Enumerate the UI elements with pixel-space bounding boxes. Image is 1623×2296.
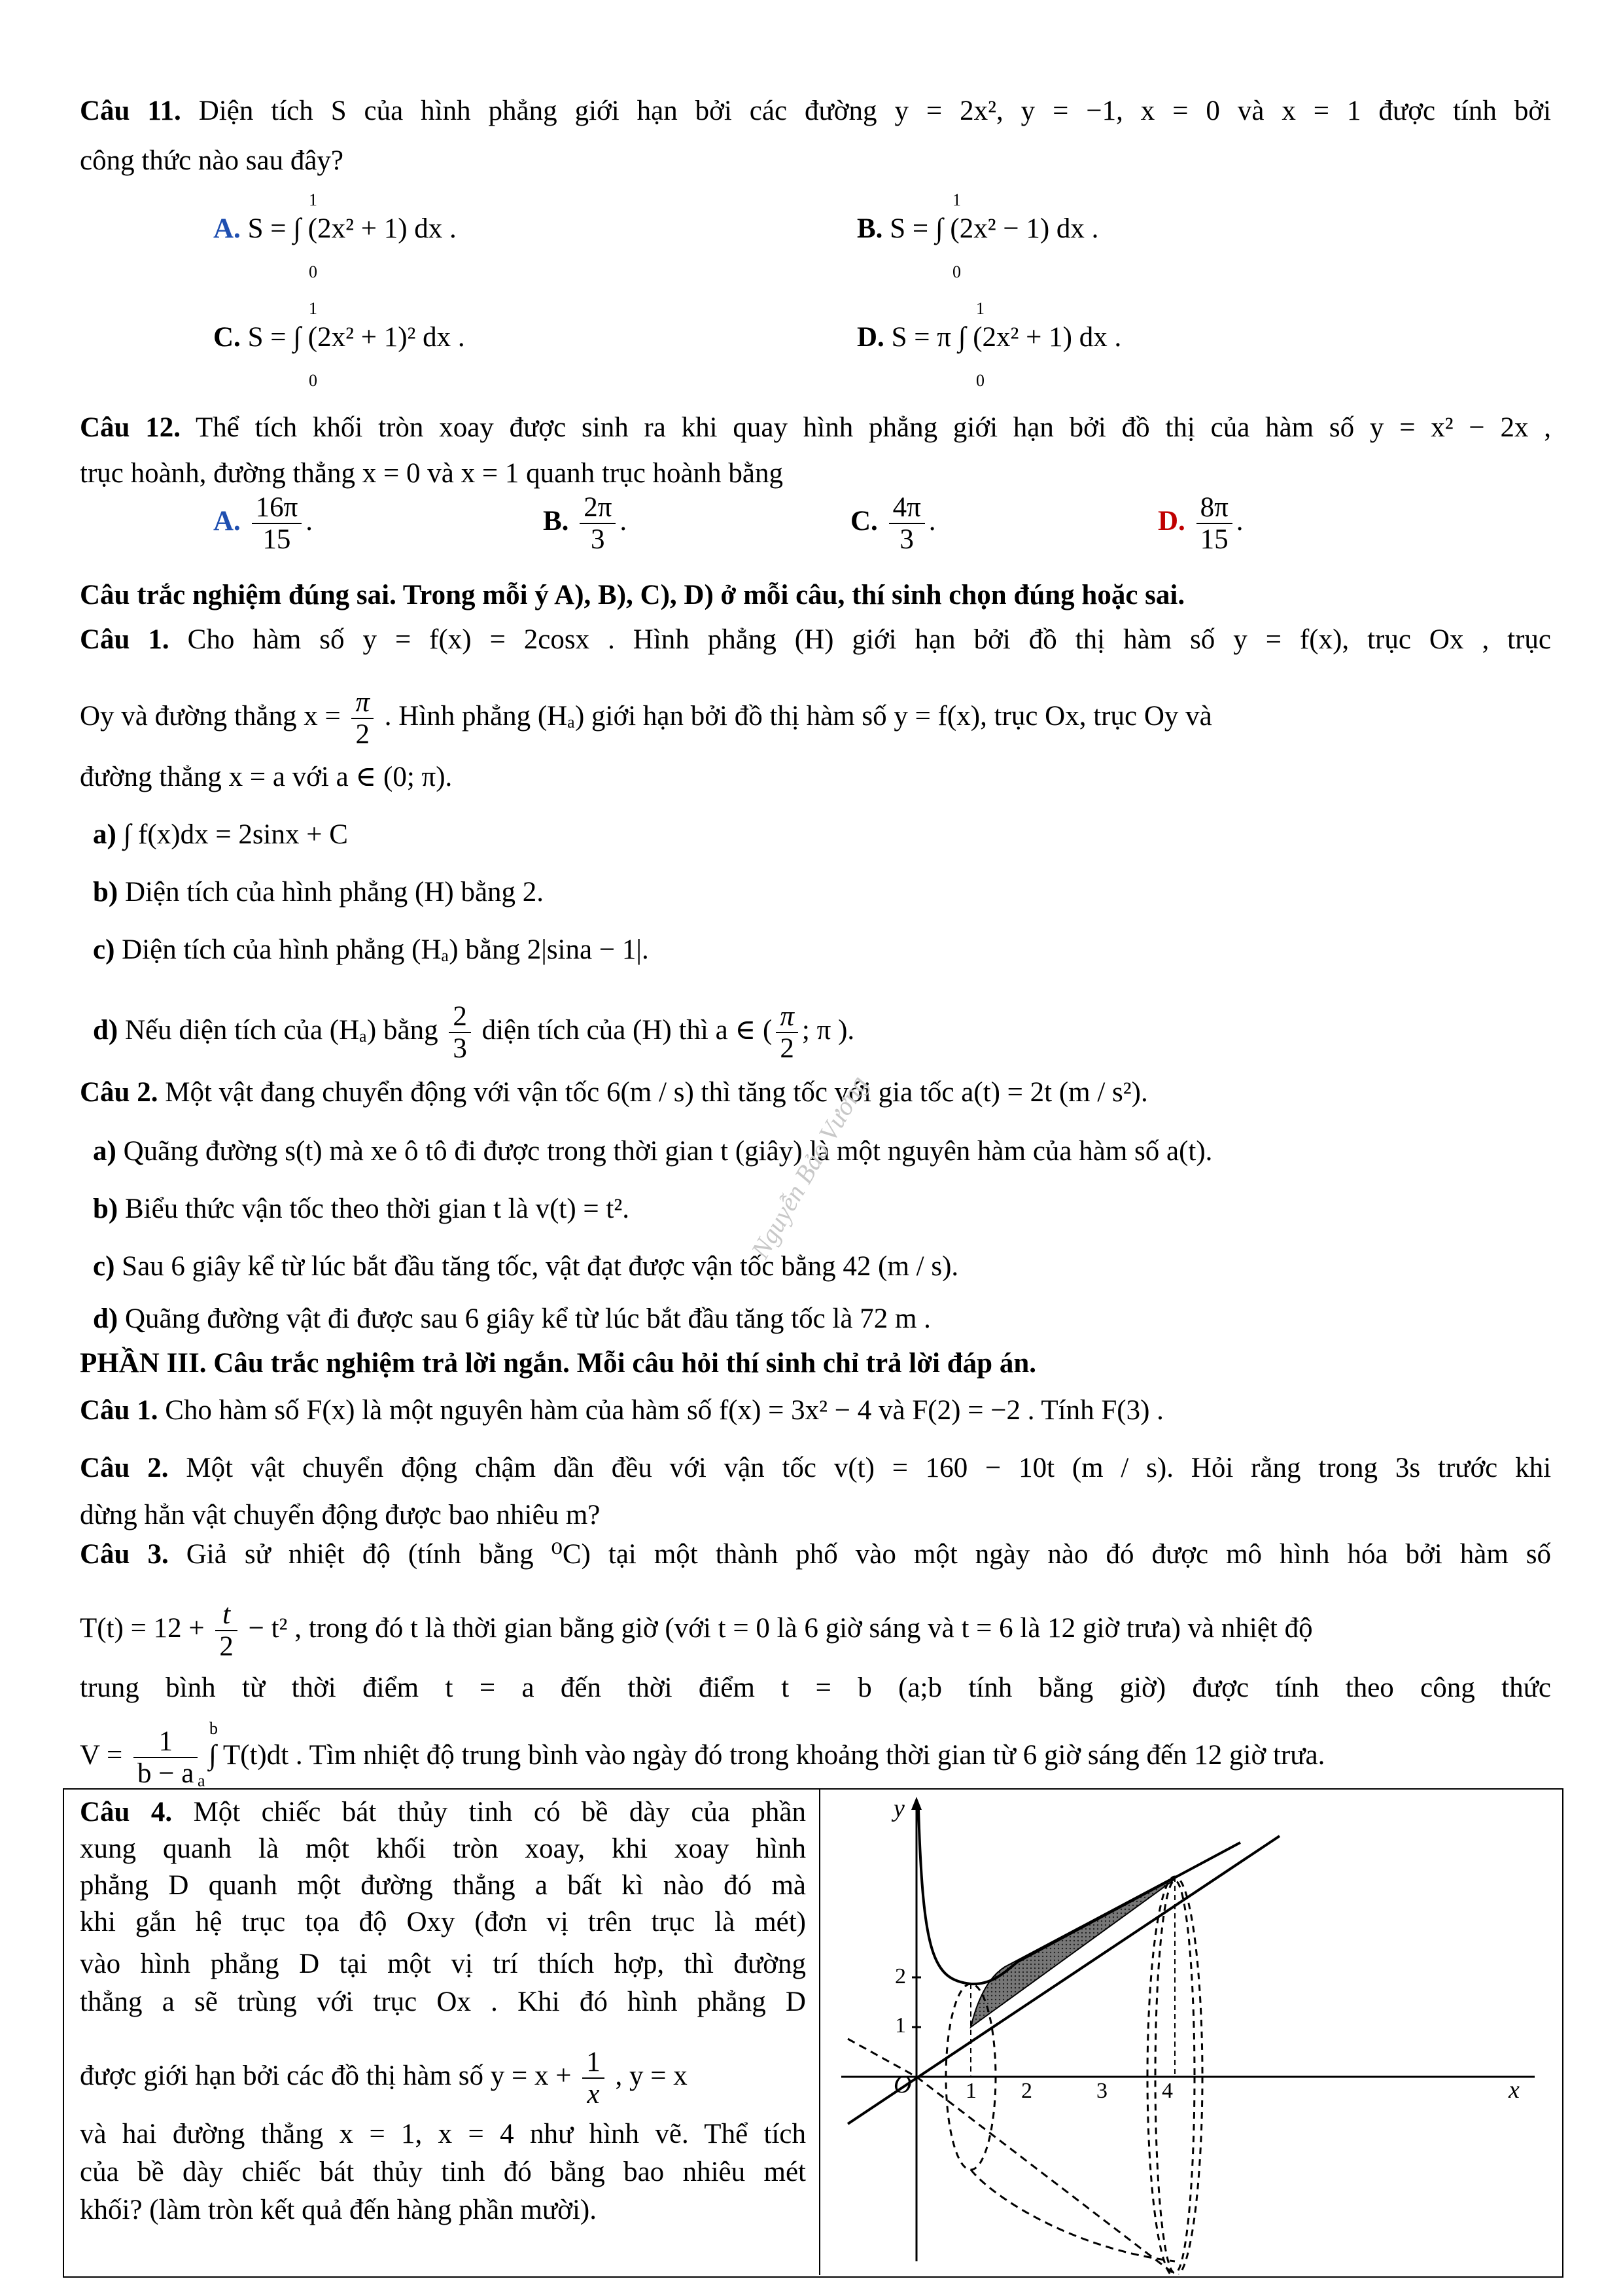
y-tick-2: 2: [895, 1964, 906, 1988]
p3q2-line2: dừng hẳn vật chuyển động được bao nhiêu m?: [80, 1500, 601, 1530]
y-axis-arrow-icon: [911, 1797, 922, 1810]
p3q4-line8: và hai đường thẳng x = 1, x = 4 như hình vẽ. Thể tích: [80, 2119, 806, 2149]
p3q4-line9: của bề dày chiếc bát thủy tinh đó bằng bao nhiêu mét: [80, 2157, 806, 2187]
shaded-region-d: [971, 1877, 1175, 2027]
p3q3-line2b: − t² , trong đó t là thời gian bằng giờ (với t = 0 là 6 giờ sáng và t = 6 là 12 giờ trưa) và nhiệt độ: [248, 1612, 1313, 1644]
q11-option-d-text: S = π ∫ (2x² + 1) dx .: [891, 322, 1122, 353]
q4-box-divider: [819, 1788, 820, 2275]
q12-c-den: 3: [899, 524, 914, 555]
q11-option-b-label: B.: [857, 213, 883, 244]
tf1-line1-text: Cho hàm số y = f(x) = 2cosx . Hình phẳng (H) giới hạn bởi đồ thị hàm số y = f(x), trục Ox , trục: [187, 624, 1552, 655]
q12-stem-line2: trục hoành, đường thẳng x = 0 và x = 1 quanh trục hoành bằng: [80, 458, 783, 489]
q12-option-d-frac: [1196, 492, 1232, 555]
tf1-d-num2: π: [776, 1001, 798, 1033]
tf1-d-den: 3: [453, 1033, 467, 1064]
q12-b-num: 2π: [580, 492, 616, 524]
curve-x-plus-inverse-x: [918, 1810, 1240, 1984]
q11-option-c: [213, 318, 465, 357]
x-axis-label: x: [1509, 2076, 1520, 2104]
p3q3-v-den: b − a: [137, 1758, 194, 1789]
p3q3-line1: [80, 1535, 1551, 1574]
q11-stem-line1: [80, 92, 1551, 131]
tf1-frac-den: 2: [355, 719, 370, 750]
tf1-line2a: Oy và đường thẳng x =: [80, 700, 341, 732]
p3q1: [80, 1391, 1551, 1430]
tf2-item-d-text: Quãng đường vật đi được sau 6 giây kể từ lúc bắt đầu tăng tốc là 72 m .: [124, 1303, 931, 1334]
q12-a-den: 15: [262, 524, 291, 555]
line-y-equals-x: [848, 1836, 1280, 2124]
p3q4-line1: [80, 1793, 806, 1832]
y-tick-1: 1: [895, 2013, 906, 2038]
tf1-item-c: [93, 930, 1551, 970]
q11-a-lower: 0: [309, 262, 317, 281]
q11-option-c-text: S = ∫ (2x² + 1)² dx .: [247, 322, 465, 353]
tf2-item-d-label: d): [93, 1303, 118, 1334]
q11-d-upper: 1: [976, 299, 985, 318]
q12-a-after: .: [305, 505, 313, 537]
tf1-frac-num: π: [351, 687, 374, 719]
p3q3-line2a: T(t) = 12 +: [80, 1612, 205, 1644]
tf1-item-d: [93, 1001, 1551, 1064]
q11-option-a: [213, 209, 457, 249]
q11-option-b-text: S = ∫ (2x² − 1) dx .: [890, 213, 1099, 244]
p3q2-line1: [80, 1449, 1551, 1488]
q12-option-b-frac: [580, 492, 616, 555]
p3q2-label: Câu 2.: [80, 1453, 169, 1483]
p3q3-line4a: V =: [80, 1739, 123, 1771]
p3q4-f-num: 1: [582, 2047, 604, 2079]
reflected-line: [916, 2077, 1175, 2274]
q11-option-b: [857, 209, 1098, 249]
tf1-frac: [351, 687, 374, 750]
p3q4-line3: phẳng D quanh một đường thẳng a bất kì nào đó mà: [80, 1870, 806, 1901]
tf1-d-num: 2: [449, 1001, 471, 1033]
p3q4-label: Câu 4.: [80, 1797, 173, 1828]
tf2-line1-text: Một vật đang chuyển động với vận tốc 6(m / s) thì tăng tốc với gia tốc a(t) = 2t (m / s²).: [165, 1077, 1148, 1108]
q11-b-upper: 1: [952, 190, 961, 209]
p3q4-frac: [582, 2047, 604, 2110]
q11-option-a-text: S = ∫ (2x² + 1) dx .: [247, 213, 457, 244]
p3q3-int-lower: a: [198, 1771, 205, 1790]
p3q1-text: Cho hàm số F(x) là một nguyên hàm của hàm số f(x) = 3x² − 4 và F(2) = −2 . Tính F(3) .: [165, 1395, 1164, 1426]
q12-stem-line1: [80, 408, 1551, 448]
reflected-line-extension: [848, 2039, 916, 2077]
p3q4-line7b: , y = x: [615, 2060, 688, 2091]
p3q4-line10: khối? (làm tròn kết quả đến hàng phần mười).: [80, 2195, 597, 2225]
tf1-item-d-label: d): [93, 1014, 118, 1046]
tf2-item-c: [93, 1247, 1551, 1286]
p3q4-line7: [80, 2047, 806, 2110]
tf2-line1: [80, 1073, 1551, 1112]
p3q4-f-den: x: [587, 2079, 600, 2110]
q11-c-upper: 1: [309, 299, 317, 318]
tf2-item-b: [93, 1190, 1551, 1229]
p3q3-t-den: 2: [219, 1631, 234, 1662]
p3q3-int-upper: b: [209, 1719, 218, 1738]
p3q3-t-num: t: [215, 1599, 237, 1631]
x-tick-1: 1: [966, 2079, 977, 2103]
q12-option-c-label: C.: [850, 505, 878, 537]
p3q4-line6: thẳng a sẽ trùng với trục Ox . Khi đó hình phẳng D: [80, 1987, 806, 2017]
tf1-item-c-label: c): [93, 934, 115, 965]
q12-b-den: 3: [591, 524, 605, 555]
p3q3-frac-t: [215, 1599, 237, 1662]
q11-option-d-label: D.: [857, 322, 884, 353]
p3q3-line4b: ∫ T(t)dt . Tìm nhiệt độ trung bình vào ngày đó trong khoảng thời gian từ 6 giờ sáng đến 12 giờ trưa.: [209, 1739, 1325, 1771]
p3q3-line3: trung bình từ thời điểm t = a đến thời điểm t = b (a;b tính bằng giờ) được tính theo công thức: [80, 1672, 1551, 1703]
tf1-item-a: [93, 815, 1551, 855]
q12-d-den: 15: [1200, 524, 1229, 555]
tf1-line1: [80, 620, 1551, 660]
tf1-line3: đường thẳng x = a với a ∈ (0; π).: [80, 762, 453, 792]
q11-label: Câu 11.: [80, 96, 181, 126]
tf1-item-b-text: Diện tích của hình phẳng (H) bằng 2.: [124, 877, 544, 908]
tf1-item-b-label: b): [93, 877, 118, 908]
q11-option-d: [857, 318, 1121, 357]
q12-d-num: 8π: [1196, 492, 1232, 524]
p3q4-line2: xung quanh là một khối tròn xoay, khi xoay hình: [80, 1833, 806, 1864]
p3q4-line7a: được giới hạn bởi các đồ thị hàm số y = x +: [80, 2060, 572, 2091]
q12-d-after: .: [1236, 505, 1244, 537]
x-tick-2: 2: [1021, 2079, 1032, 2103]
q12-option-b: [543, 492, 627, 555]
tf2-item-d: [93, 1299, 1551, 1339]
q12-option-a-label: A.: [213, 505, 241, 537]
origin-label: O: [894, 2071, 912, 2098]
q12-option-c-frac: [889, 492, 925, 555]
tf1-item-c-text: Diện tích của hình phẳng (Hₐ) bằng 2|sina − 1|.: [122, 934, 649, 965]
p3q1-label: Câu 1.: [80, 1395, 158, 1426]
tf1-item-a-text: ∫ f(x)dx = 2sinx + C: [123, 819, 348, 850]
q12-label: Câu 12.: [80, 412, 181, 443]
bowl-graph: [822, 1790, 1560, 2274]
x-tick-4: 4: [1162, 2079, 1173, 2103]
tf1-item-d-text-a: Nếu diện tích của (Hₐ) bằng: [124, 1014, 438, 1046]
tf2-item-b-text: Biểu thức vận tốc theo thời gian t là v(t) = t².: [124, 1193, 630, 1224]
q12-option-d: [1158, 492, 1244, 555]
tf2-item-a-text: Quãng đường s(t) mà xe ô tô đi được trong thời gian t (giây) là một nguyên hàm của hàm số a(t).: [123, 1136, 1213, 1167]
q12-option-d-label: D.: [1158, 505, 1185, 537]
tf2-item-c-label: c): [93, 1251, 115, 1282]
y-axis-label: y: [894, 1795, 905, 1822]
q12-option-b-label: B.: [543, 505, 569, 537]
p3q4-line4: khi gắn hệ trục tọa độ Oxy (đơn vị trên trục là mét): [80, 1907, 806, 1937]
tf1-item-d-text-b: diện tích của (H) thì a ∈ (: [481, 1014, 773, 1046]
tf1-item-a-label: a): [93, 819, 116, 850]
q11-stem1: Diện tích S của hình phẳng giới hạn bởi các đường y = 2x², y = −1, x = 0 và x = 1 được tính bởi: [198, 96, 1552, 126]
q11-option-a-label: A.: [213, 213, 241, 244]
q12-a-num: 16π: [252, 492, 302, 524]
q11-b-lower: 0: [952, 262, 961, 281]
tf2-label: Câu 2.: [80, 1077, 158, 1108]
p3q4-line5: vào hình phẳng D tại một vị trí thích hợp, thì đường: [80, 1949, 806, 1979]
tf2-item-c-text: Sau 6 giây kể từ lúc bắt đầu tăng tốc, vật đạt được vận tốc bằng 42 (m / s).: [122, 1251, 959, 1282]
q12-c-num: 4π: [889, 492, 925, 524]
p3q3-line2: [80, 1599, 1551, 1662]
watermark: Nguyễn Bảo Vương: [745, 1070, 874, 1263]
tf1-line2: [80, 687, 1551, 750]
q12-b-after: .: [620, 505, 627, 537]
tf1-label: Câu 1.: [80, 624, 169, 655]
p3q3-frac-v: [133, 1726, 198, 1789]
p3q3-line1-text: Giả sử nhiệt độ (tính bằng ⁰C) tại một thành phố vào một ngày nào đó được mô hình hóa bởi hàm số: [186, 1539, 1552, 1570]
x-tick-3: 3: [1096, 2079, 1108, 2103]
q11-d-lower: 0: [976, 371, 985, 390]
p3q3-v-num: 1: [133, 1726, 198, 1758]
tf2-item-b-label: b): [93, 1193, 118, 1224]
tf1-item-b: [93, 873, 1551, 912]
q11-a-upper: 1: [309, 190, 317, 209]
tf1-d-den2: 2: [780, 1033, 794, 1064]
tf2-item-a-label: a): [93, 1136, 116, 1167]
q12-option-a-frac: [252, 492, 302, 555]
p3q3-label: Câu 3.: [80, 1539, 169, 1570]
part3-heading: PHẦN III. Câu trắc nghiệm trả lời ngắn. Mỗi câu hỏi thí sinh chỉ trả lời đáp án.: [80, 1348, 1036, 1379]
q12-c-after: .: [928, 505, 936, 537]
q12-stem1: Thể tích khối tròn xoay được sinh ra khi quay hình phẳng giới hạn bởi đồ thị của hàm số y = x² − 2x ,: [196, 412, 1551, 443]
tf1-item-d-text-c: ; π ).: [801, 1014, 855, 1046]
tf-heading: Câu trắc nghiệm đúng sai. Trong mỗi ý A), B), C), D) ở mỗi câu, thí sinh chọn đúng hoặc sai.: [80, 580, 1185, 610]
reflected-curve: [971, 2170, 1175, 2261]
q11-c-lower: 0: [309, 371, 317, 390]
p3q3-line4: [80, 1726, 1551, 1789]
q11-option-c-label: C.: [213, 322, 241, 353]
q12-option-c: [850, 492, 936, 555]
q11-stem-line2: công thức nào sau đây?: [80, 145, 343, 176]
q12-option-a: [213, 492, 313, 555]
tf1-line2b: . Hình phẳng (Hₐ) giới hạn bởi đồ thị hàm số y = f(x), trục Ox, trục Oy và: [384, 700, 1212, 732]
tf1-item-d-frac2: [776, 1001, 798, 1064]
p3q4-line1-text: Một chiếc bát thủy tinh có bề dày của phần: [193, 1797, 807, 1828]
p3q2-line1-text: Một vật chuyển động chậm dần đều với vận tốc v(t) = 160 − 10t (m / s). Hỏi rằng trong 3s trước khi: [186, 1453, 1552, 1483]
tf1-item-d-frac1: [449, 1001, 471, 1064]
